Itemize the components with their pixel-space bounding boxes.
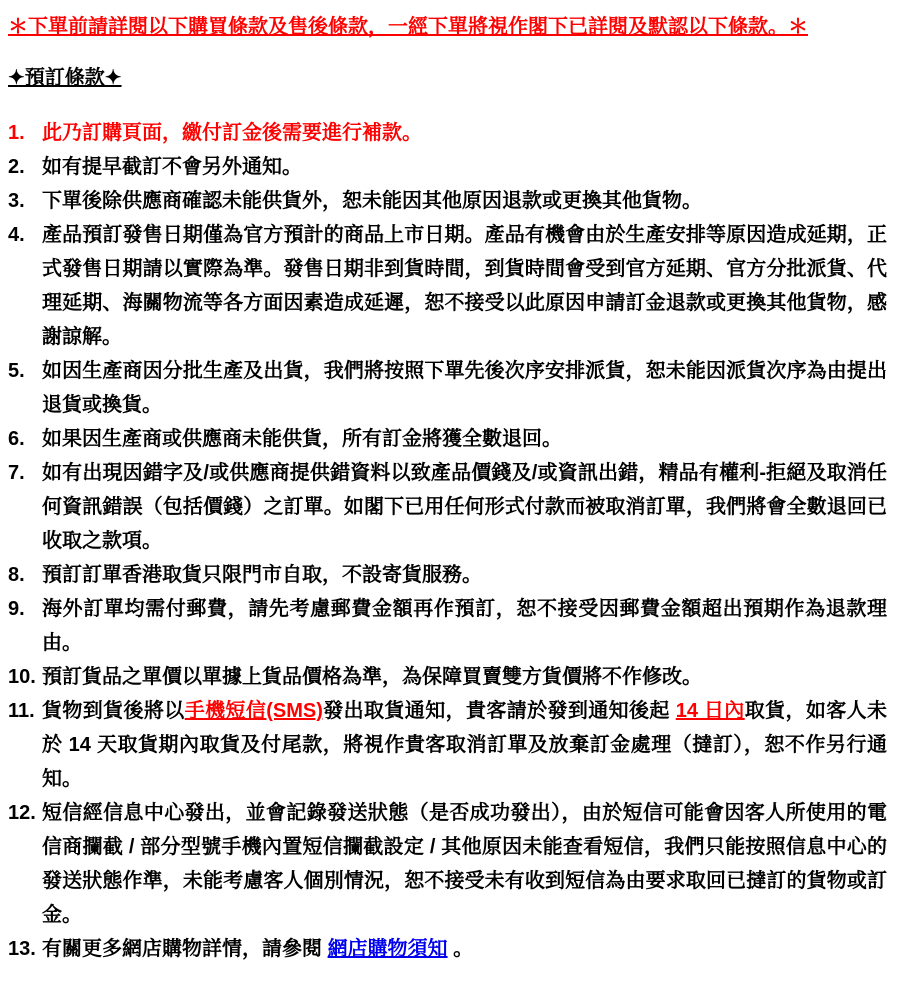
term-number: 5. [8, 360, 25, 382]
store-shopping-guide-link[interactable]: 網店購物須知 [327, 938, 448, 960]
term-text-segment: 海外訂單均需付郵費，請先考慮郵費金額再作預訂，恕不接受因郵費金額超出預期作為退款理由。 [42, 598, 887, 654]
term-text [42, 116, 887, 150]
term-item [8, 150, 887, 184]
terms-list [8, 116, 887, 966]
term-item [8, 354, 887, 422]
term-number: 7. [8, 462, 25, 484]
pickup-deadline-highlight: 14 日內 [675, 700, 745, 722]
term-text [42, 694, 887, 796]
term-text [42, 558, 887, 592]
term-number: 6. [8, 428, 25, 450]
term-text [42, 796, 887, 932]
term-item [8, 694, 887, 796]
term-text-segment: 有關更多網店購物詳情，請參閱 [42, 938, 328, 960]
term-text-segment: 如有提早截訂不會另外通知。 [42, 156, 302, 178]
term-item [8, 184, 887, 218]
term-item [8, 116, 887, 150]
term-text [42, 218, 887, 354]
preorder-terms-heading: ✦預訂條款✦ [8, 67, 122, 89]
term-text-segment: 短信經信息中心發出，並會記錄發送狀態（是否成功發出），由於短信可能會因客人所使用的電信商攔截 / 部分型號手機內置短信攔截設定 / 其他原因未能查看短信，我們只能按照信息中心的發送狀態作準，未能考慮客人個別情況，恕不接受未有收到短信為由要求取回已撻訂的貨物或訂金。 [42, 802, 887, 926]
term-item [8, 796, 887, 932]
term-text [42, 354, 887, 422]
term-number: 3. [8, 190, 25, 212]
term-text-segment: 預訂貨品之單價以單據上貨品價格為準，為保障買賣雙方貨價將不作修改。 [42, 666, 702, 688]
term-text [42, 456, 887, 558]
term-item [8, 422, 887, 456]
term-number: 13. [8, 938, 36, 960]
term-number: 4. [8, 224, 25, 246]
term-item [8, 456, 887, 558]
term-text-segment: 如果因生產商或供應商未能供貨，所有訂金將獲全數退回。 [42, 428, 562, 450]
term-text [42, 660, 887, 694]
term-number: 8. [8, 564, 25, 586]
term-text-segment: 預訂訂單香港取貨只限門市自取，不設寄貨服務。 [42, 564, 482, 586]
term-text [42, 592, 887, 660]
sms-highlight: 手機短信(SMS) [184, 700, 323, 722]
term-text-segment: 如有出現因錯字及/或供應商提供錯資料以致產品價錢及/或資訊出錯，精品有權利-拒絕及取消任何資訊錯誤（包括價錢）之訂單。如閣下已用任何形式付款而被取消訂單，我們將會全數退回已收取之款項。 [42, 462, 887, 552]
term-text [42, 184, 887, 218]
term-text [42, 422, 887, 456]
term-text-segment: 此乃訂購頁面，繳付訂金後需要進行補款。 [42, 122, 422, 144]
term-number: 12. [8, 802, 36, 824]
term-text-segment: 。 [447, 938, 474, 960]
term-number: 1. [8, 122, 25, 144]
term-number: 2. [8, 156, 25, 178]
term-number: 9. [8, 598, 25, 620]
term-item [8, 660, 887, 694]
term-text [42, 932, 887, 966]
term-text-segment: 產品預訂發售日期僅為官方預計的商品上市日期。產品有機會由於生產安排等原因造成延期，正式發售日期請以實際為準。發售日期非到貨時間，到貨時間會受到官方延期、官方分批派貨、代理延期、海關物流等各方面因素造成延遲，恕不接受以此原因申請訂金退款或更換其他貨物，感謝諒解。 [42, 224, 887, 348]
term-text-segment: 貨物到貨後將以 [42, 700, 185, 722]
term-text-segment: 下單後除供應商確認未能供貨外，恕未能因其他原因退款或更換其他貨物。 [42, 190, 702, 212]
term-item [8, 558, 887, 592]
term-text-segment: 如因生產商因分批生產及出貨，我們將按照下單先後次序安排派貨，恕未能因派貨次序為由提出退貨或換貨。 [42, 360, 887, 416]
term-text-segment: 發出取貨通知，貴客請於發到通知後起 [322, 700, 676, 722]
term-item [8, 218, 887, 354]
term-text [42, 150, 887, 184]
term-item [8, 932, 887, 966]
term-number: 10. [8, 666, 36, 688]
term-text-segment: 取貨，如客人未於 14 天取貨期內取貨及付尾款，將視作貴客取消訂單及放棄訂金處理（撻訂），恕不作另行通知。 [42, 700, 887, 790]
term-item [8, 592, 887, 660]
terms-notice-title: ＊下單前請詳閱以下購買條款及售後條款，一經下單將視作閣下已詳閱及默認以下條款。＊ [8, 16, 808, 38]
term-number: 11. [8, 700, 35, 722]
